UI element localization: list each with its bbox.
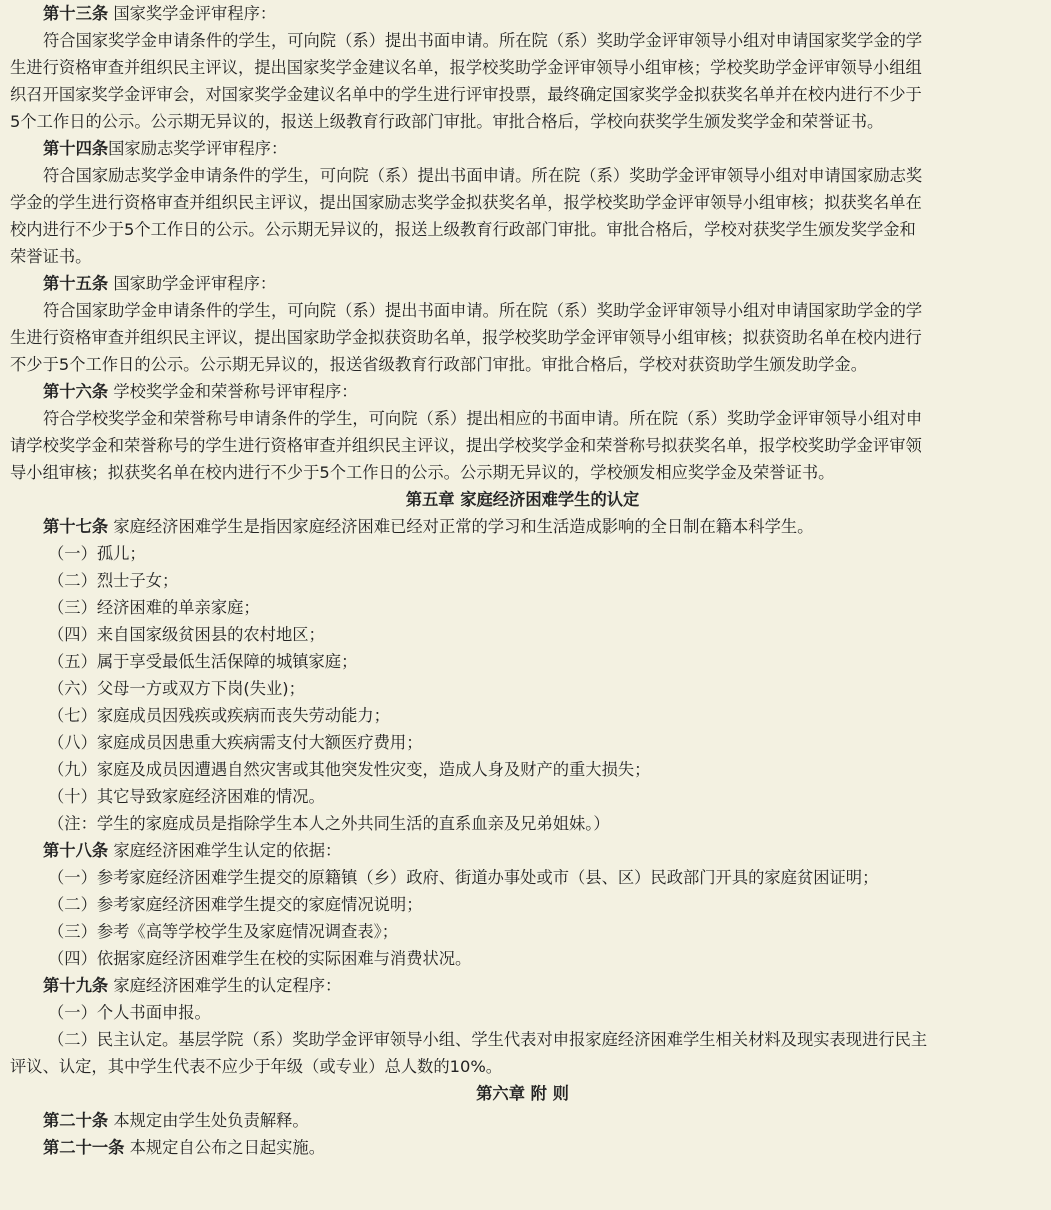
article-15-heading (10, 270, 1035, 297)
article-16-line-3: 导小组审核；拟获奖名单在校内进行不少于5个工作日的公示。公示期无异议的，学校颁发相应奖学金及荣誉证书。 (10, 463, 835, 482)
list-item: （九）家庭及成员因遭遇自然灾害或其他突发性灾变，造成人身及财产的重大损失； (48, 760, 651, 779)
article-21-line (10, 1134, 1035, 1161)
article-17-number: 第十七条 (43, 517, 109, 536)
list-item: （三）经济困难的单亲家庭； (48, 598, 260, 617)
article-16-line-2: 请学校奖学金和荣誉称号的学生进行资格审查并组织民主评议，提出学校奖学金和荣誉称号拟获奖名单，报学校奖助学金评审领 (10, 436, 922, 455)
chapter-5-title: 第五章 家庭经济困难学生的认定 (405, 490, 640, 509)
list-item: （二）烈士子女； (48, 571, 179, 590)
article-13-line-1: 符合国家奖学金申请条件的学生，可向院（系）提出书面申请。所在院（系）奖助学金评审领导小组对申请国家奖学金的学 (43, 31, 923, 50)
article-19-number: 第十九条 (43, 976, 109, 995)
article-20-title: 本规定由学生处负责解释。 (113, 1111, 309, 1130)
article-15-number: 第十五条 (43, 274, 109, 293)
note-line: （注：学生的家庭成员是指除学生本人之外共同生活的直系血亲及兄弟姐妹。） (48, 814, 610, 833)
list-item: （六）父母一方或双方下岗(失业)； (48, 679, 305, 698)
article-14-line-4: 荣誉证书。 (10, 247, 92, 266)
article-20-line (10, 1107, 1035, 1134)
article-16-line-1: 符合学校奖学金和荣誉称号申请条件的学生，可向院（系）提出相应的书面申请。所在院（系）奖助学金评审领导小组对申 (43, 409, 923, 428)
article-14-line-1: 符合国家励志奖学金申请条件的学生，可向院（系）提出书面申请。所在院（系）奖助学金评审领导小组对申请国家励志奖 (43, 166, 923, 185)
article-13-heading (10, 0, 1035, 27)
article-19-title: 家庭经济困难学生的认定程序： (113, 976, 342, 995)
article-13-line-2: 生进行资格审查并组织民主评议，提出国家奖学金建议名单，报学校奖助学金评审领导小组审核；学校奖助学金评审领导小组组 (10, 58, 922, 77)
article-21-title: 本规定自公布之日起实施。 (129, 1138, 325, 1157)
list-item: （一）参考家庭经济困难学生提交的原籍镇（乡）政府、街道办事处或市（县、区）民政部门开具的家庭贫困证明； (48, 868, 879, 887)
article-14-heading (10, 135, 1035, 162)
list-item: （七）家庭成员因残疾或疾病而丧失劳动能力； (48, 706, 390, 725)
document-body (10, 0, 1035, 1161)
article-14-line-2: 学金的学生进行资格审查并组织民主评议，提出国家励志奖学金拟获奖名单，报学校奖助学金评审领导小组审核；拟获奖名单在 (10, 193, 922, 212)
list-item: （四）来自国家级贫困县的农村地区； (48, 625, 325, 644)
list-item: （二）民主认定。基层学院（系）奖助学金评审领导小组、学生代表对申报家庭经济困难学生相关材料及现实表现进行民主 (48, 1030, 928, 1049)
article-15-line-1: 符合国家助学金申请条件的学生，可向院（系）提出书面申请。所在院（系）奖助学金评审领导小组对申请国家助学金的学 (43, 301, 923, 320)
article-13-number: 第十三条 (43, 4, 109, 23)
chapter-6-title: 第六章 附 则 (476, 1084, 569, 1103)
article-20-number: 第二十条 (43, 1111, 109, 1130)
list-item: （一）孤儿； (48, 544, 146, 563)
article-16-heading (10, 378, 1035, 405)
list-item: （八）家庭成员因患重大疾病需支付大额医疗费用； (48, 733, 423, 752)
article-18-number: 第十八条 (43, 841, 109, 860)
article-19-heading (10, 972, 1035, 999)
article-21-number: 第二十一条 (43, 1138, 125, 1157)
article-13-line-3: 织召开国家奖学金评审会，对国家奖学金建议名单中的学生进行评审投票，最终确定国家奖学金拟获奖名单并在校内进行不少于 (10, 85, 922, 104)
article-18-heading (10, 837, 1035, 864)
list-item: （一）个人书面申报。 (48, 1003, 211, 1022)
list-item: （三）参考《高等学校学生及家庭情况调查表》； (48, 922, 399, 941)
article-14-line-3: 校内进行不少于5个工作日的公示。公示期无异议的，报送上级教育行政部门审批。审批合格后，学校对获奖学生颁发奖学金和 (10, 220, 916, 239)
article-15-title: 国家助学金评审程序： (113, 274, 277, 293)
article-17-heading (10, 513, 1035, 540)
list-item: （四）依据家庭经济困难学生在校的实际困难与消费状况。 (48, 949, 472, 968)
article-16-number: 第十六条 (43, 382, 109, 401)
list-item: （二）参考家庭经济困难学生提交的家庭情况说明； (48, 895, 423, 914)
list-item: （五）属于享受最低生活保障的城镇家庭； (48, 652, 358, 671)
article-19-continuation: 评议、认定，其中学生代表不应少于年级（或专业）总人数的10%。 (10, 1057, 503, 1076)
list-item: （十）其它导致家庭经济困难的情况。 (48, 787, 325, 806)
article-13-line-4: 5个工作日的公示。公示期无异议的，报送上级教育行政部门审批。审批合格后，学校向获奖学生颁发奖学金和荣誉证书。 (10, 112, 884, 131)
article-17-title: 家庭经济困难学生是指因家庭经济困难已经对正常的学习和生活造成影响的全日制在籍本科学生。 (113, 517, 814, 536)
article-13-title: 国家奖学金评审程序： (113, 4, 277, 23)
article-15-line-3: 不少于5个工作日的公示。公示期无异议的，报送省级教育行政部门审批。审批合格后，学校对获资助学生颁发助学金。 (10, 355, 867, 374)
article-15-line-2: 生进行资格审查并组织民主评议，提出国家助学金拟获资助名单，报学校奖助学金评审领导小组审核；拟获资助名单在校内进行 (10, 328, 922, 347)
article-18-title: 家庭经济困难学生认定的依据： (113, 841, 342, 860)
article-16-title: 学校奖学金和荣誉称号评审程序： (113, 382, 358, 401)
article-14-number: 第十四条 (43, 139, 109, 158)
article-14-title: 国家励志奖学评审程序： (108, 139, 288, 158)
